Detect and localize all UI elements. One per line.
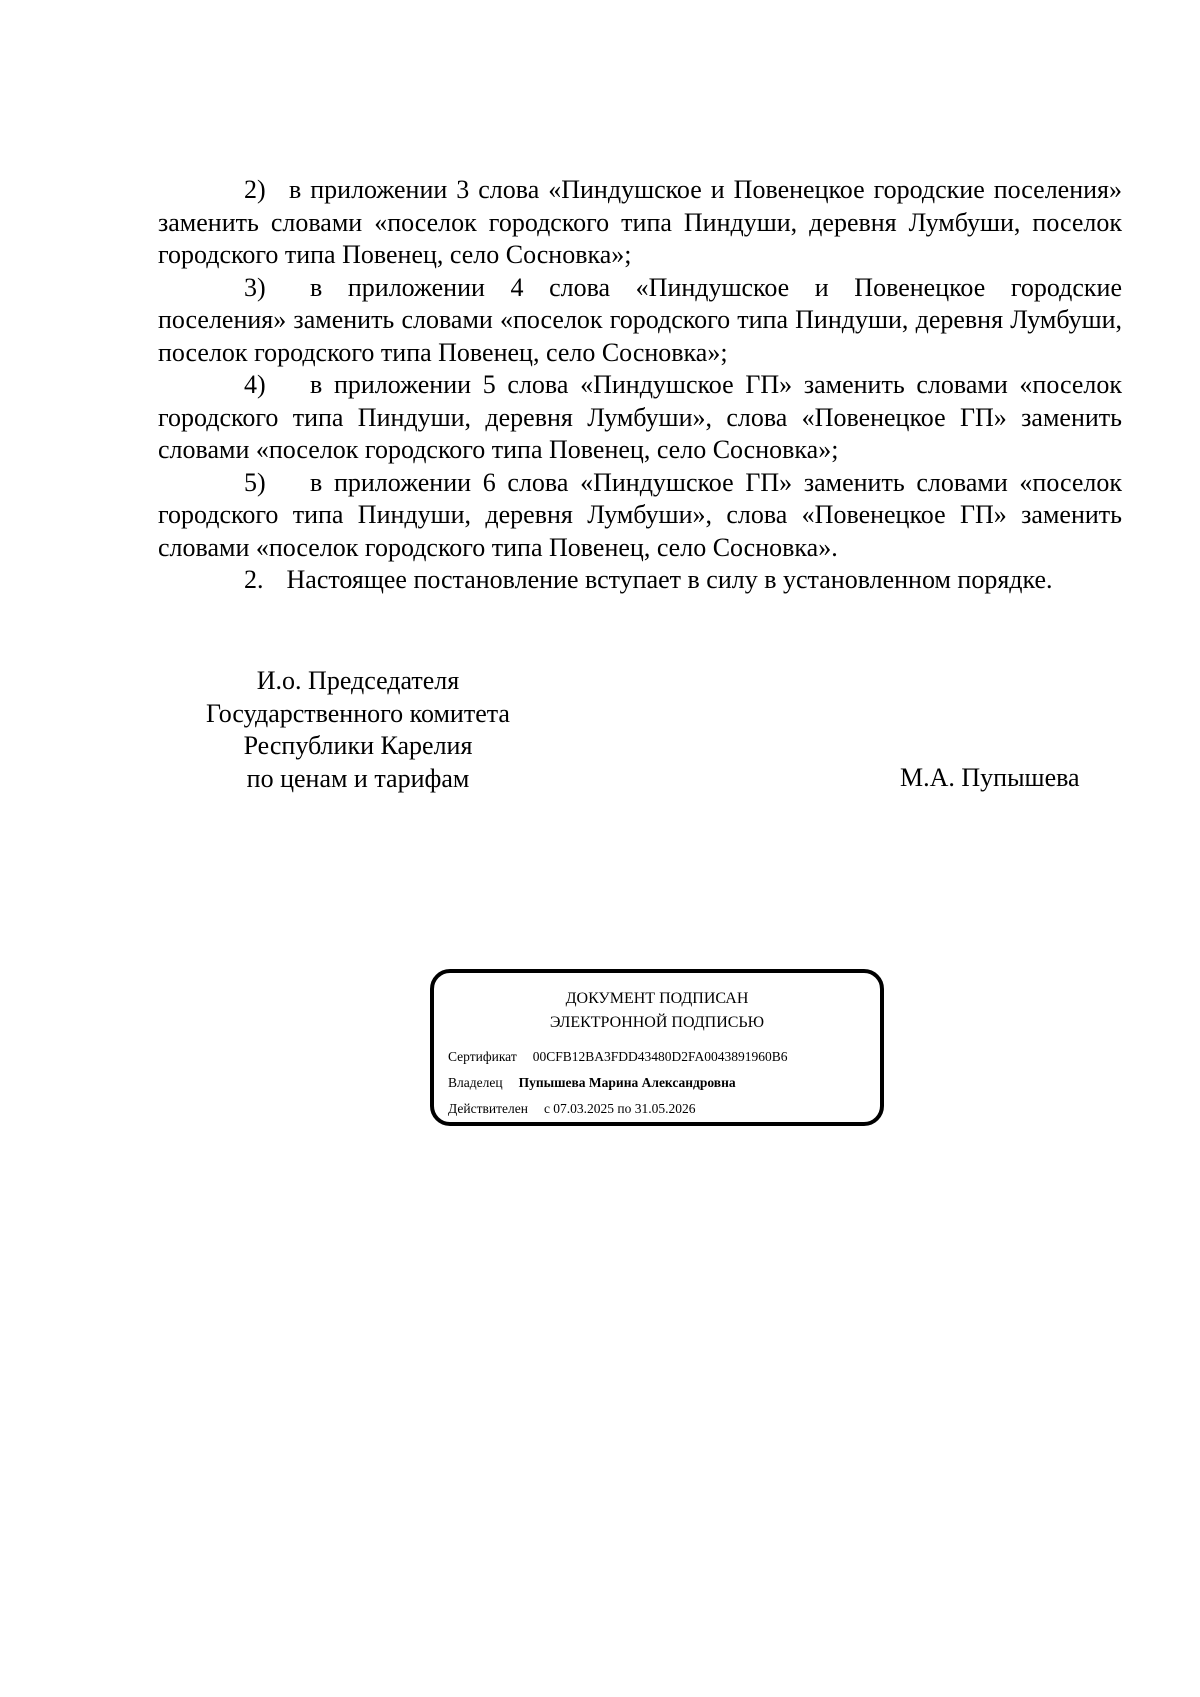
- stamp-validity-label: Действителен: [448, 1101, 528, 1116]
- list-item-text: в приложении 3 слова «Пиндушское и Повенецкое городские поселения» заменить словами «поселок городского типа Пиндуши, деревня Лумбуши, поселок городского типа Повенец, село Сосновка»;: [158, 175, 1122, 269]
- document-body: [158, 174, 1122, 597]
- list-item-2: [158, 174, 1122, 272]
- final-clause: [158, 564, 1122, 597]
- stamp-title: [434, 987, 880, 1035]
- stamp-certificate-value: 00CFB12BA3FDD43480D2FA0043891960B6: [532, 1049, 788, 1064]
- final-clause-number: 2.: [244, 565, 264, 594]
- list-item-4: [158, 369, 1122, 467]
- list-item-text: в приложении 4 слова «Пиндушское и Повенецкое городские поселения» заменить словами «поселок городского типа Пиндуши, деревня Лумбуши, поселок городского типа Повенец, село Сосновка»;: [158, 272, 1122, 367]
- list-item-text: в приложении 6 слова «Пиндушское ГП» заменить словами «поселок городского типа Пиндуши, деревня Лумбуши», слова «Повенецкое ГП» заменить словами «поселок городского типа Повенец, село Сосновка».: [158, 467, 1122, 562]
- signer-position: [168, 665, 548, 795]
- stamp-validity-row: [448, 1101, 696, 1117]
- signer-name: М.А. Пупышева: [900, 763, 1080, 792]
- electronic-signature-stamp: [430, 969, 884, 1126]
- list-item-3: [158, 272, 1122, 370]
- signer-position-line: по ценам и тарифам: [246, 763, 470, 793]
- stamp-certificate-label: Сертификат: [448, 1049, 517, 1064]
- stamp-owner-value: Пупышева Марина Александровна: [518, 1075, 736, 1090]
- stamp-title-line: ЭЛЕКТРОННОЙ ПОДПИСЬЮ: [549, 1014, 765, 1031]
- signer-position-line: Республики Карелия: [243, 731, 473, 760]
- list-item-text: в приложении 5 слова «Пиндушское ГП» заменить словами «поселок городского типа Пиндуши, деревня Лумбуши», слова «Повенецкое ГП» заменить словами «поселок городского типа Повенец, село Сосновка»;: [158, 370, 1122, 464]
- list-item-number: 3): [244, 272, 266, 302]
- stamp-owner-label: Владелец: [448, 1075, 503, 1090]
- final-clause-text: Настоящее постановление вступает в силу в установленном порядке.: [286, 565, 1053, 594]
- list-item-number: 4): [244, 370, 266, 399]
- stamp-owner-row: [448, 1075, 736, 1091]
- stamp-title-line: ДОКУМЕНТ ПОДПИСАН: [565, 990, 749, 1007]
- signer-position-line: И.о. Председателя: [256, 666, 460, 695]
- list-item-5: [158, 467, 1122, 565]
- list-item-number: 5): [244, 467, 266, 497]
- stamp-certificate-row: [448, 1049, 788, 1065]
- signer-position-line: Государственного комитета: [206, 698, 510, 728]
- list-item-number: 2): [244, 175, 266, 204]
- stamp-validity-value: с 07.03.2025 по 31.05.2026: [543, 1101, 696, 1116]
